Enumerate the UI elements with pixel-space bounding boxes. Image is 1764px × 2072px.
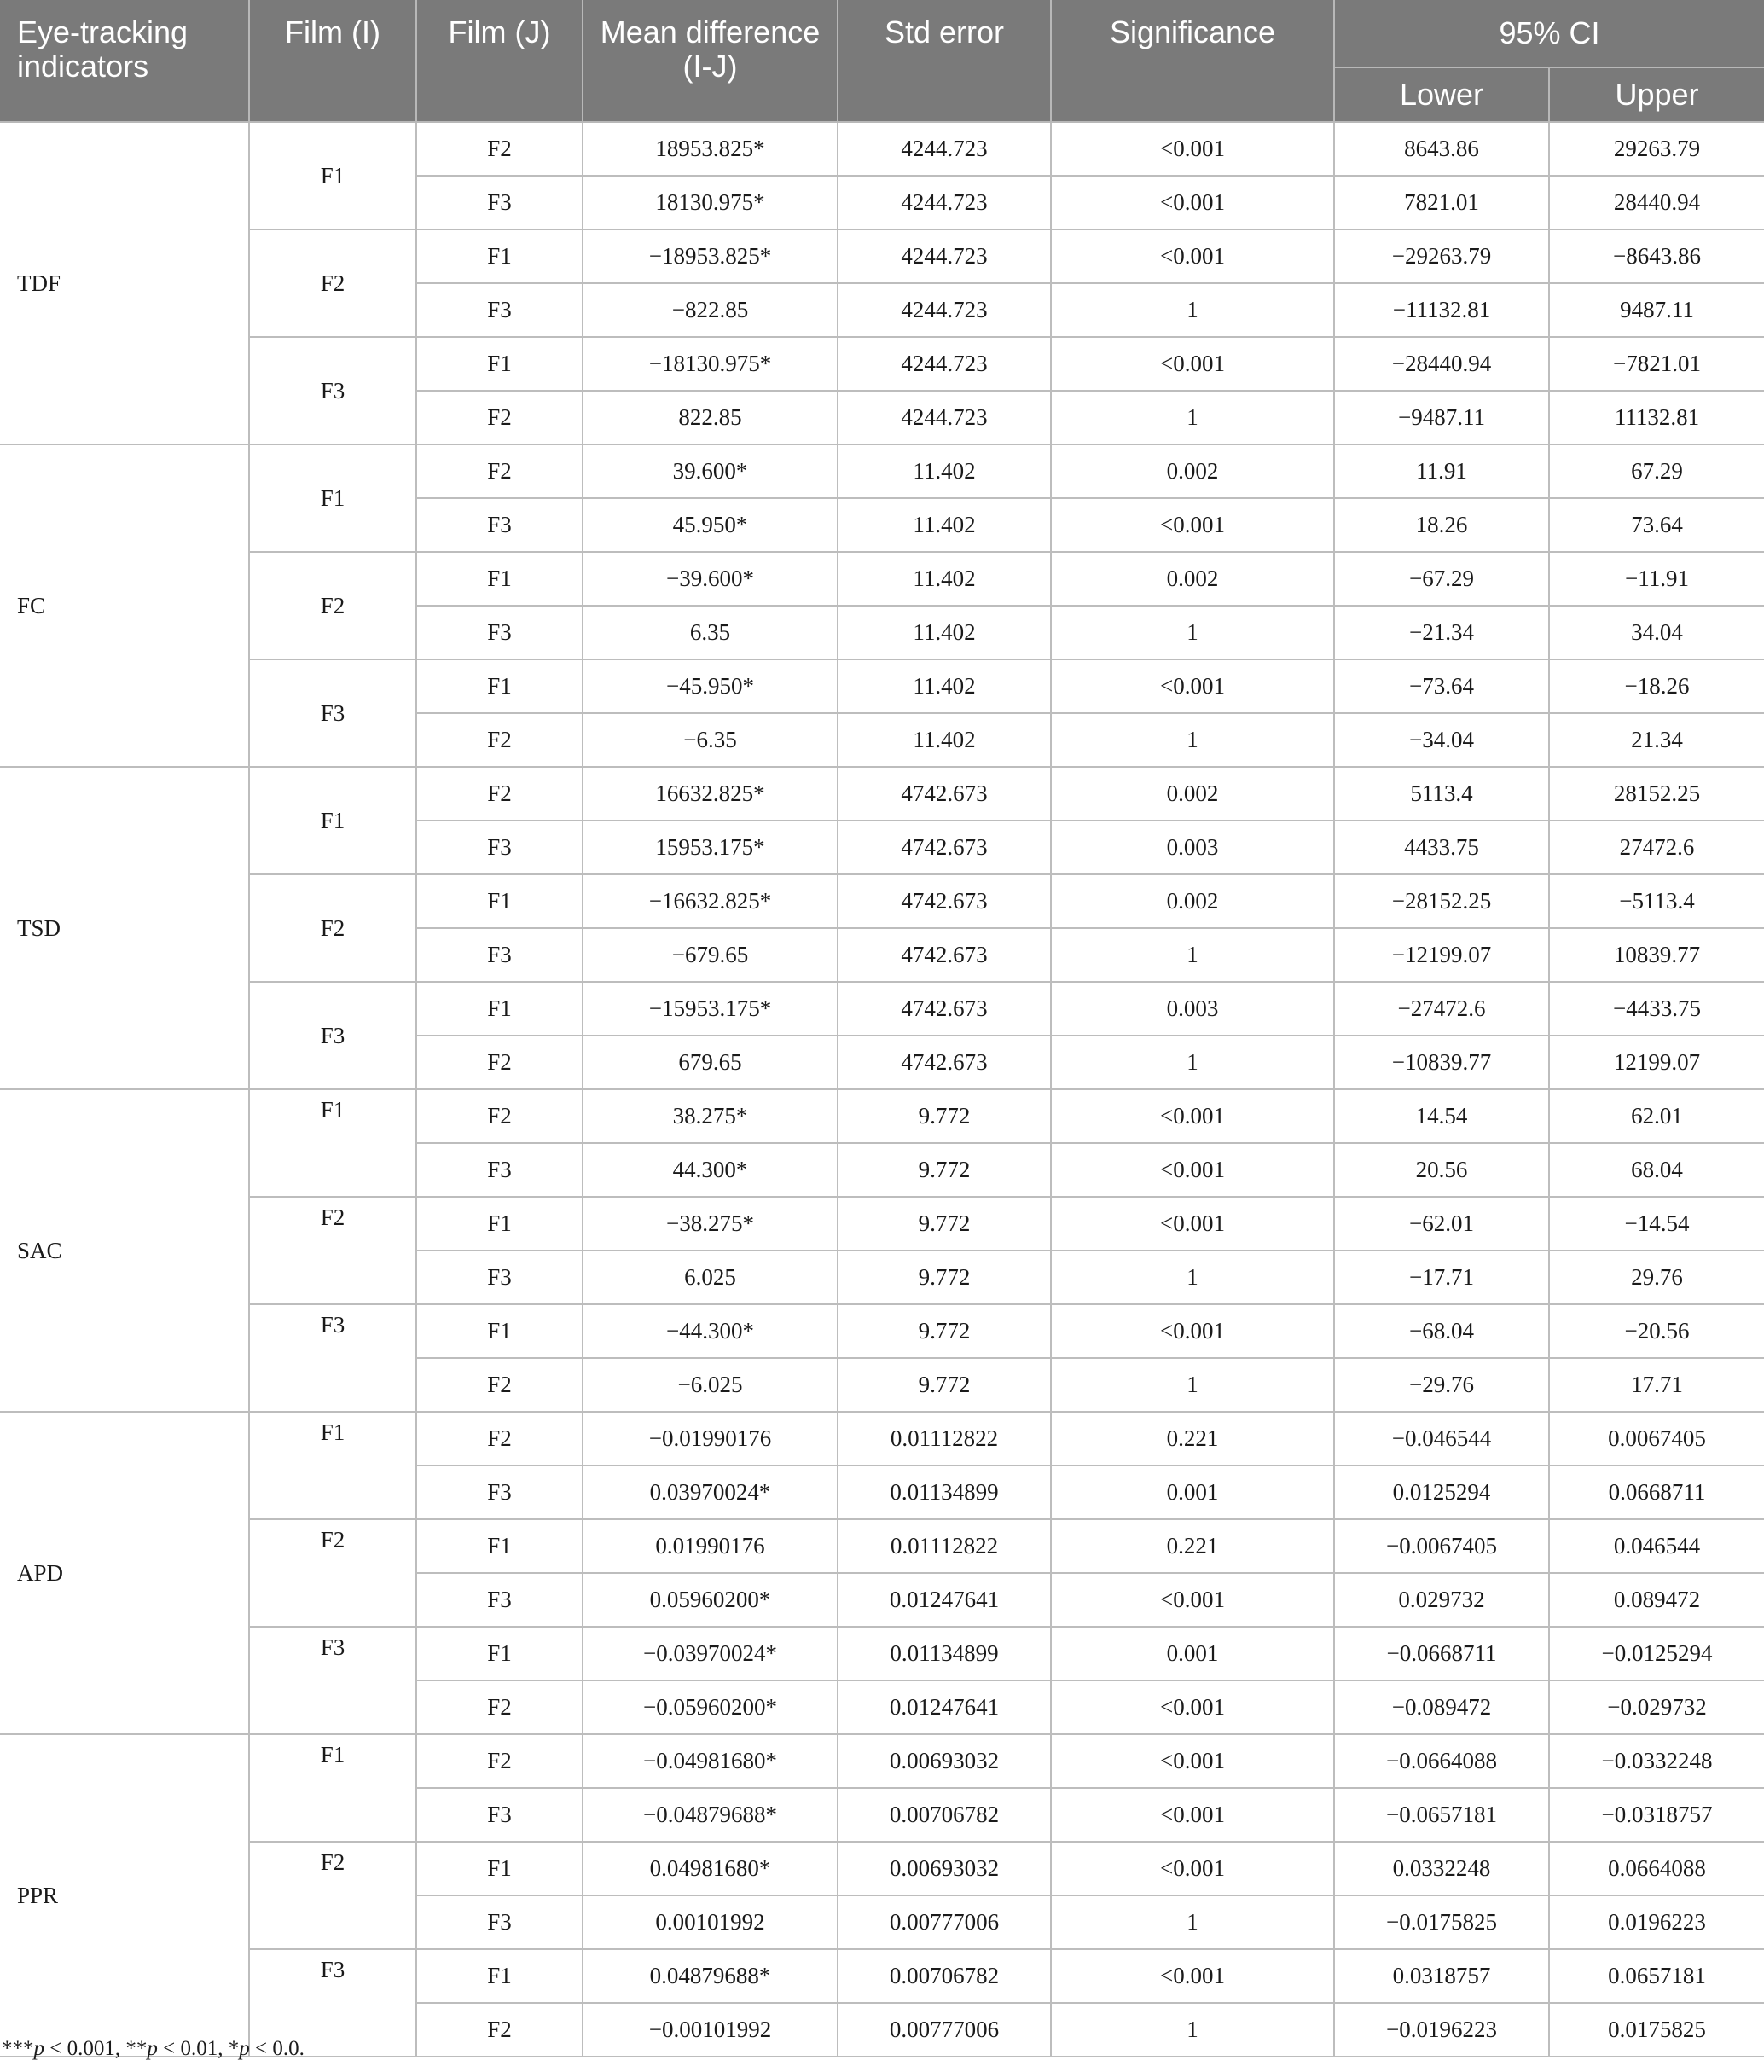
table-row <box>0 1842 1764 1895</box>
cell-film-j: F3 <box>416 1895 583 1949</box>
cell-mean-difference: 0.05960200* <box>583 1573 838 1627</box>
cell-film-j: F3 <box>416 606 583 659</box>
cell-film-j: F2 <box>416 1089 583 1143</box>
cell-significance: <0.001 <box>1051 122 1334 176</box>
cell-significance: 1 <box>1051 2003 1334 2057</box>
cell-significance: <0.001 <box>1051 1573 1334 1627</box>
cell-film-j: F1 <box>416 659 583 713</box>
cell-ci-lower: −29263.79 <box>1334 229 1549 283</box>
cell-ci-lower: 7821.01 <box>1334 176 1549 229</box>
cell-std-error: 11.402 <box>838 659 1051 713</box>
table-body <box>0 122 1764 2057</box>
cell-std-error: 4742.673 <box>838 982 1051 1036</box>
cell-ci-lower: −0.089472 <box>1334 1680 1549 1734</box>
table-row <box>0 1251 1764 1304</box>
cell-ci-lower: −27472.6 <box>1334 982 1549 1036</box>
cell-mean-difference: −15953.175* <box>583 982 838 1036</box>
cell-film-j: F2 <box>416 1734 583 1788</box>
indicator-cell: APD <box>0 1412 249 1734</box>
cell-film-i: F1 <box>249 1412 416 1465</box>
cell-mean-difference: 15953.175* <box>583 821 838 874</box>
cell-std-error: 9.772 <box>838 1197 1051 1251</box>
cell-ci-upper: 12199.07 <box>1549 1036 1764 1089</box>
cell-ci-lower: 0.0318757 <box>1334 1949 1549 2003</box>
cell-std-error: 9.772 <box>838 1358 1051 1412</box>
header-indicator: Eye-tracking indicators <box>0 0 249 122</box>
cell-mean-difference: −16632.825* <box>583 874 838 928</box>
cell-film-i: F1 <box>249 1089 416 1143</box>
cell-ci-upper: −0.0318757 <box>1549 1788 1764 1842</box>
cell-mean-difference: 0.01990176 <box>583 1519 838 1573</box>
cell-film-i: F3 <box>249 982 416 1089</box>
cell-film-j: F1 <box>416 1627 583 1680</box>
cell-significance: <0.001 <box>1051 176 1334 229</box>
table-row <box>0 659 1764 713</box>
cell-ci-lower: −73.64 <box>1334 659 1549 713</box>
table-row <box>0 1089 1764 1143</box>
footnote-p3: p <box>239 2037 250 2060</box>
cell-ci-lower: −0.0664088 <box>1334 1734 1549 1788</box>
cell-film-j: F1 <box>416 1519 583 1573</box>
cell-film-i: F3 <box>249 1949 416 2003</box>
cell-significance: 1 <box>1051 713 1334 767</box>
cell-mean-difference: 18130.975* <box>583 176 838 229</box>
cell-mean-difference: −0.04879688* <box>583 1788 838 1842</box>
cell-mean-difference: −679.65 <box>583 928 838 982</box>
cell-significance: 1 <box>1051 1251 1334 1304</box>
cell-significance: 0.002 <box>1051 874 1334 928</box>
cell-ci-lower: 8643.86 <box>1334 122 1549 176</box>
cell-film-j: F1 <box>416 982 583 1036</box>
cell-ci-lower: −28152.25 <box>1334 874 1549 928</box>
cell-ci-upper: 28440.94 <box>1549 176 1764 229</box>
cell-mean-difference: 0.03970024* <box>583 1465 838 1519</box>
cell-ci-lower: 20.56 <box>1334 1143 1549 1197</box>
cell-film-j: F2 <box>416 713 583 767</box>
cell-mean-difference: 679.65 <box>583 1036 838 1089</box>
cell-significance: <0.001 <box>1051 337 1334 391</box>
cell-significance: <0.001 <box>1051 1680 1334 1734</box>
cell-ci-lower: −29.76 <box>1334 1358 1549 1412</box>
cell-film-j: F3 <box>416 1465 583 1519</box>
cell-film-j: F2 <box>416 2003 583 2057</box>
cell-mean-difference: 0.04879688* <box>583 1949 838 2003</box>
cell-std-error: 0.00693032 <box>838 1842 1051 1895</box>
table-row <box>0 874 1764 928</box>
cell-ci-lower: −0.0196223 <box>1334 2003 1549 2057</box>
cell-significance: <0.001 <box>1051 1788 1334 1842</box>
cell-ci-upper: 11132.81 <box>1549 391 1764 444</box>
table-row <box>0 1949 1764 2003</box>
header-mean-difference: Mean difference (I-J) <box>583 0 838 122</box>
cell-ci-upper: −0.0332248 <box>1549 1734 1764 1788</box>
cell-ci-upper: −18.26 <box>1549 659 1764 713</box>
cell-std-error: 11.402 <box>838 713 1051 767</box>
cell-film-j: F1 <box>416 337 583 391</box>
cell-ci-upper: 9487.11 <box>1549 283 1764 337</box>
cell-ci-upper: −0.029732 <box>1549 1680 1764 1734</box>
table-row <box>0 337 1764 391</box>
cell-ci-upper: 29263.79 <box>1549 122 1764 176</box>
cell-std-error: 0.01112822 <box>838 1412 1051 1465</box>
cell-mean-difference: 38.275* <box>583 1089 838 1143</box>
header-std-error: Std error <box>838 0 1051 122</box>
cell-ci-upper: 0.0067405 <box>1549 1412 1764 1465</box>
cell-std-error: 4244.723 <box>838 337 1051 391</box>
cell-ci-upper: 67.29 <box>1549 444 1764 498</box>
cell-std-error: 4244.723 <box>838 122 1051 176</box>
cell-film-i: F2 <box>249 1842 416 1895</box>
cell-mean-difference: −822.85 <box>583 283 838 337</box>
cell-ci-upper: 34.04 <box>1549 606 1764 659</box>
cell-ci-lower: 14.54 <box>1334 1089 1549 1143</box>
indicator-cell: TDF <box>0 122 249 444</box>
cell-film-i <box>249 1143 416 1197</box>
cell-ci-lower: 5113.4 <box>1334 767 1549 821</box>
cell-ci-upper: 62.01 <box>1549 1089 1764 1143</box>
table-row <box>0 1573 1764 1627</box>
cell-film-j: F2 <box>416 122 583 176</box>
cell-film-j: F1 <box>416 1949 583 2003</box>
table-row <box>0 1734 1764 1788</box>
cell-ci-upper: −4433.75 <box>1549 982 1764 1036</box>
table-row <box>0 1895 1764 1949</box>
cell-ci-lower: −12199.07 <box>1334 928 1549 982</box>
cell-film-i: F3 <box>249 1627 416 1680</box>
cell-significance: 1 <box>1051 1036 1334 1089</box>
cell-ci-lower: 18.26 <box>1334 498 1549 552</box>
cell-std-error: 11.402 <box>838 498 1051 552</box>
cell-ci-lower: 11.91 <box>1334 444 1549 498</box>
cell-std-error: 4244.723 <box>838 176 1051 229</box>
cell-film-j: F2 <box>416 1036 583 1089</box>
footnote: ***p < 0.001, **p < 0.01, *p < 0.0. <box>2 2037 305 2060</box>
cell-significance: 0.002 <box>1051 552 1334 606</box>
cell-significance: 0.001 <box>1051 1465 1334 1519</box>
cell-film-i <box>249 1358 416 1412</box>
cell-ci-upper: 0.089472 <box>1549 1573 1764 1627</box>
cell-film-i: F3 <box>249 659 416 767</box>
cell-significance: 0.002 <box>1051 444 1334 498</box>
cell-film-i: F1 <box>249 444 416 552</box>
cell-ci-lower: −10839.77 <box>1334 1036 1549 1089</box>
cell-film-i: F2 <box>249 1519 416 1573</box>
table-row <box>0 1465 1764 1519</box>
footnote-p2: p <box>147 2037 158 2060</box>
cell-film-j: F3 <box>416 928 583 982</box>
cell-film-i: F3 <box>249 1304 416 1358</box>
cell-film-j: F1 <box>416 1842 583 1895</box>
cell-mean-difference: 0.00101992 <box>583 1895 838 1949</box>
header-lower: Lower <box>1334 67 1549 122</box>
cell-significance: 1 <box>1051 1895 1334 1949</box>
indicator-cell: TSD <box>0 767 249 1089</box>
cell-film-i: F3 <box>249 337 416 444</box>
cell-std-error: 9.772 <box>838 1304 1051 1358</box>
cell-ci-upper: 0.0175825 <box>1549 2003 1764 2057</box>
cell-film-j: F1 <box>416 552 583 606</box>
cell-significance: 0.003 <box>1051 821 1334 874</box>
cell-significance: 0.221 <box>1051 1412 1334 1465</box>
cell-significance: <0.001 <box>1051 1734 1334 1788</box>
cell-ci-upper: 73.64 <box>1549 498 1764 552</box>
cell-mean-difference: −6.35 <box>583 713 838 767</box>
cell-mean-difference: 822.85 <box>583 391 838 444</box>
cell-significance: 0.221 <box>1051 1519 1334 1573</box>
cell-ci-lower: −28440.94 <box>1334 337 1549 391</box>
cell-significance: 1 <box>1051 283 1334 337</box>
cell-film-i <box>249 1788 416 1842</box>
cell-film-i: F2 <box>249 552 416 659</box>
table-row <box>0 122 1764 176</box>
footnote-t1: < 0.001, ** <box>44 2037 148 2060</box>
cell-std-error: 4244.723 <box>838 283 1051 337</box>
cell-film-i: F1 <box>249 767 416 874</box>
header-significance: Significance <box>1051 0 1334 122</box>
cell-ci-upper: −8643.86 <box>1549 229 1764 283</box>
cell-significance: <0.001 <box>1051 1143 1334 1197</box>
cell-ci-upper: 28152.25 <box>1549 767 1764 821</box>
cell-ci-lower: −67.29 <box>1334 552 1549 606</box>
cell-significance: 1 <box>1051 1358 1334 1412</box>
cell-film-i: F2 <box>249 229 416 337</box>
cell-ci-lower: −9487.11 <box>1334 391 1549 444</box>
cell-film-i: F1 <box>249 122 416 229</box>
cell-ci-upper: −20.56 <box>1549 1304 1764 1358</box>
cell-film-i <box>249 1680 416 1734</box>
cell-film-j: F3 <box>416 498 583 552</box>
cell-std-error: 4742.673 <box>838 928 1051 982</box>
cell-film-j: F3 <box>416 1251 583 1304</box>
indicator-cell: SAC <box>0 1089 249 1412</box>
cell-ci-lower: −17.71 <box>1334 1251 1549 1304</box>
cell-significance: 0.002 <box>1051 767 1334 821</box>
cell-std-error: 4244.723 <box>838 229 1051 283</box>
cell-mean-difference: 0.04981680* <box>583 1842 838 1895</box>
cell-ci-upper: 0.0196223 <box>1549 1895 1764 1949</box>
cell-significance: 0.001 <box>1051 1627 1334 1680</box>
cell-mean-difference: 6.35 <box>583 606 838 659</box>
cell-film-j: F2 <box>416 1358 583 1412</box>
cell-significance: <0.001 <box>1051 229 1334 283</box>
cell-std-error: 11.402 <box>838 552 1051 606</box>
cell-ci-lower: −0.0067405 <box>1334 1519 1549 1573</box>
cell-mean-difference: −0.01990176 <box>583 1412 838 1465</box>
cell-ci-lower: 4433.75 <box>1334 821 1549 874</box>
cell-significance: <0.001 <box>1051 1949 1334 2003</box>
cell-std-error: 0.00706782 <box>838 1788 1051 1842</box>
cell-film-j: F1 <box>416 874 583 928</box>
cell-significance: <0.001 <box>1051 1089 1334 1143</box>
cell-film-j: F3 <box>416 1573 583 1627</box>
cell-ci-upper: 0.0668711 <box>1549 1465 1764 1519</box>
cell-film-i <box>249 1895 416 1949</box>
cell-ci-upper: 21.34 <box>1549 713 1764 767</box>
cell-mean-difference: 16632.825* <box>583 767 838 821</box>
cell-std-error: 0.01247641 <box>838 1573 1051 1627</box>
table-row <box>0 1788 1764 1842</box>
cell-ci-upper: 0.0664088 <box>1549 1842 1764 1895</box>
cell-ci-upper: 10839.77 <box>1549 928 1764 982</box>
cell-film-j: F3 <box>416 821 583 874</box>
cell-film-j: F2 <box>416 1412 583 1465</box>
cell-film-j: F2 <box>416 767 583 821</box>
table-row <box>0 1627 1764 1680</box>
cell-ci-upper: −7821.01 <box>1549 337 1764 391</box>
cell-film-j: F1 <box>416 1197 583 1251</box>
cell-std-error: 0.01134899 <box>838 1627 1051 1680</box>
cell-std-error: 9.772 <box>838 1143 1051 1197</box>
cell-film-i: F2 <box>249 874 416 982</box>
table-row <box>0 1304 1764 1358</box>
table-row <box>0 1519 1764 1573</box>
cell-significance: 1 <box>1051 928 1334 982</box>
cell-std-error: 0.01247641 <box>838 1680 1051 1734</box>
cell-film-j: F2 <box>416 444 583 498</box>
cell-film-j: F3 <box>416 283 583 337</box>
footnote-p1: p <box>33 2037 44 2060</box>
cell-ci-lower: −62.01 <box>1334 1197 1549 1251</box>
table-row <box>0 982 1764 1036</box>
cell-ci-upper: 68.04 <box>1549 1143 1764 1197</box>
cell-mean-difference: −38.275* <box>583 1197 838 1251</box>
indicator-cell: PPR <box>0 1734 249 2057</box>
cell-mean-difference: −0.05960200* <box>583 1680 838 1734</box>
table-row <box>0 444 1764 498</box>
cell-film-j: F1 <box>416 229 583 283</box>
cell-mean-difference: −0.03970024* <box>583 1627 838 1680</box>
cell-mean-difference: −0.04981680* <box>583 1734 838 1788</box>
cell-ci-lower: −68.04 <box>1334 1304 1549 1358</box>
cell-significance: <0.001 <box>1051 1197 1334 1251</box>
cell-ci-upper: 29.76 <box>1549 1251 1764 1304</box>
cell-ci-lower: −34.04 <box>1334 713 1549 767</box>
footnote-t3: < 0.0. <box>249 2037 305 2060</box>
cell-film-i <box>249 1465 416 1519</box>
cell-ci-upper: 0.0657181 <box>1549 1949 1764 2003</box>
cell-ci-lower: −21.34 <box>1334 606 1549 659</box>
cell-std-error: 4244.723 <box>838 391 1051 444</box>
indicator-cell: FC <box>0 444 249 767</box>
cell-std-error: 4742.673 <box>838 767 1051 821</box>
cell-std-error: 9.772 <box>838 1251 1051 1304</box>
cell-film-j: F2 <box>416 1680 583 1734</box>
cell-mean-difference: 45.950* <box>583 498 838 552</box>
cell-ci-lower: −0.0175825 <box>1334 1895 1549 1949</box>
cell-std-error: 0.00777006 <box>838 1895 1051 1949</box>
cell-film-j: F2 <box>416 391 583 444</box>
footnote-t2: < 0.01, * <box>157 2037 240 2060</box>
cell-std-error: 4742.673 <box>838 821 1051 874</box>
cell-film-j: F3 <box>416 176 583 229</box>
cell-std-error: 11.402 <box>838 606 1051 659</box>
cell-std-error: 0.00693032 <box>838 1734 1051 1788</box>
cell-mean-difference: −18130.975* <box>583 337 838 391</box>
header-ci: 95% CI <box>1334 0 1764 67</box>
cell-ci-upper: −14.54 <box>1549 1197 1764 1251</box>
cell-significance: 0.003 <box>1051 982 1334 1036</box>
table-row <box>0 767 1764 821</box>
cell-mean-difference: −44.300* <box>583 1304 838 1358</box>
cell-ci-lower: 0.029732 <box>1334 1573 1549 1627</box>
cell-ci-lower: 0.0125294 <box>1334 1465 1549 1519</box>
cell-significance: <0.001 <box>1051 498 1334 552</box>
header-film-j: Film (J) <box>416 0 583 122</box>
table-row <box>0 1358 1764 1412</box>
cell-mean-difference: 39.600* <box>583 444 838 498</box>
cell-std-error: 0.01112822 <box>838 1519 1051 1573</box>
cell-film-j: F3 <box>416 1143 583 1197</box>
cell-film-i: F1 <box>249 1734 416 1788</box>
table-row <box>0 1143 1764 1197</box>
header-film-i: Film (I) <box>249 0 416 122</box>
cell-std-error: 9.772 <box>838 1089 1051 1143</box>
cell-significance: <0.001 <box>1051 1842 1334 1895</box>
cell-significance: <0.001 <box>1051 1304 1334 1358</box>
cell-mean-difference: 18953.825* <box>583 122 838 176</box>
header-upper: Upper <box>1549 67 1764 122</box>
cell-ci-upper: −0.0125294 <box>1549 1627 1764 1680</box>
cell-std-error: 4742.673 <box>838 874 1051 928</box>
cell-std-error: 0.00706782 <box>838 1949 1051 2003</box>
cell-ci-upper: 0.046544 <box>1549 1519 1764 1573</box>
cell-mean-difference: −0.00101992 <box>583 2003 838 2057</box>
table-row <box>0 1197 1764 1251</box>
table-header <box>0 0 1764 122</box>
table-row <box>0 1412 1764 1465</box>
cell-std-error: 4742.673 <box>838 1036 1051 1089</box>
cell-std-error: 0.01134899 <box>838 1465 1051 1519</box>
cell-mean-difference: −45.950* <box>583 659 838 713</box>
cell-film-i: F2 <box>249 1197 416 1251</box>
cell-significance: 1 <box>1051 391 1334 444</box>
cell-film-i <box>249 1573 416 1627</box>
cell-ci-upper: 17.71 <box>1549 1358 1764 1412</box>
cell-ci-upper: 27472.6 <box>1549 821 1764 874</box>
table-row <box>0 552 1764 606</box>
cell-ci-lower: 0.0332248 <box>1334 1842 1549 1895</box>
cell-ci-lower: −11132.81 <box>1334 283 1549 337</box>
cell-mean-difference: −6.025 <box>583 1358 838 1412</box>
cell-significance: 1 <box>1051 606 1334 659</box>
cell-ci-upper: −11.91 <box>1549 552 1764 606</box>
cell-ci-upper: −5113.4 <box>1549 874 1764 928</box>
cell-mean-difference: −39.600* <box>583 552 838 606</box>
cell-std-error: 11.402 <box>838 444 1051 498</box>
cell-ci-lower: −0.0657181 <box>1334 1788 1549 1842</box>
cell-std-error: 0.00777006 <box>838 2003 1051 2057</box>
table-row <box>0 1680 1764 1734</box>
cell-significance: <0.001 <box>1051 659 1334 713</box>
cell-film-j: F1 <box>416 1304 583 1358</box>
cell-film-i <box>249 1251 416 1304</box>
cell-mean-difference: 44.300* <box>583 1143 838 1197</box>
cell-mean-difference: 6.025 <box>583 1251 838 1304</box>
table-row <box>0 229 1764 283</box>
cell-mean-difference: −18953.825* <box>583 229 838 283</box>
cell-film-j: F3 <box>416 1788 583 1842</box>
cell-ci-lower: −0.046544 <box>1334 1412 1549 1465</box>
cell-ci-lower: −0.0668711 <box>1334 1627 1549 1680</box>
